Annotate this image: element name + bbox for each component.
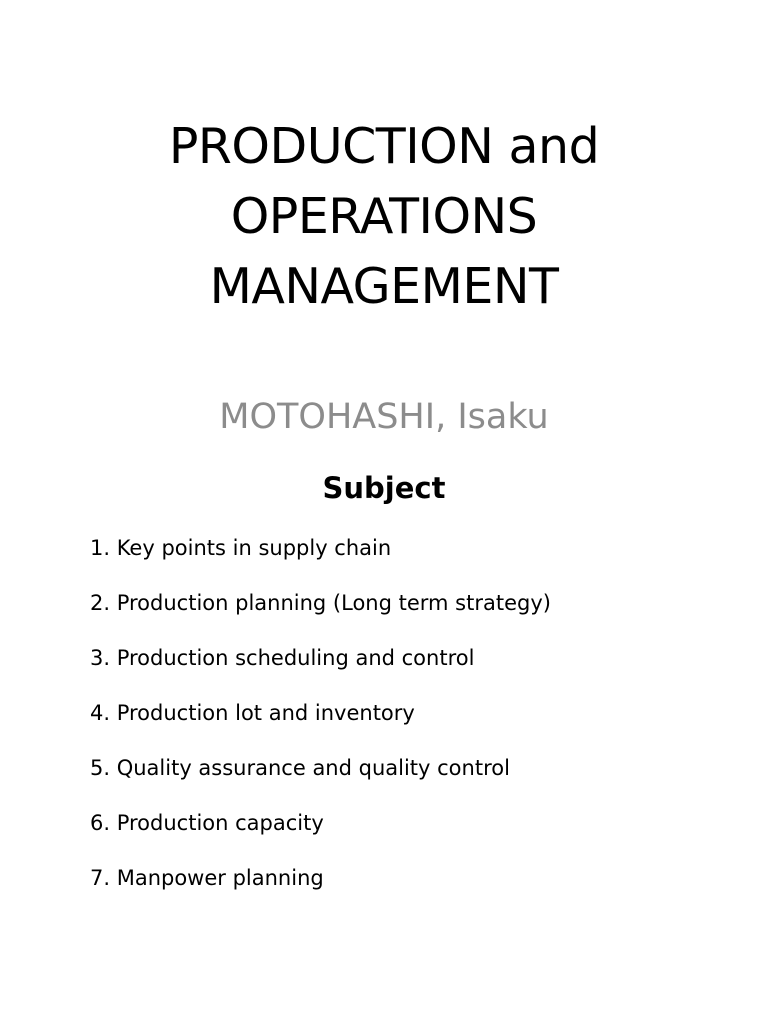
subject-item-6: 6. Production capacity bbox=[90, 811, 324, 835]
subject-heading: Subject bbox=[322, 471, 446, 505]
author-name: MOTOHASHI, Isaku bbox=[219, 397, 549, 437]
title-line-1: PRODUCTION and bbox=[168, 118, 600, 175]
subject-item-4: 4. Production lot and inventory bbox=[90, 701, 415, 725]
subject-list bbox=[90, 532, 551, 917]
subject-item-5: 5. Quality assurance and quality control bbox=[90, 756, 510, 780]
page-title bbox=[0, 112, 768, 322]
title-line-3: MANAGEMENT bbox=[209, 258, 559, 315]
title-line-2: OPERATIONS bbox=[230, 188, 538, 245]
subject-item-2: 2. Production planning (Long term strategy) bbox=[90, 591, 551, 615]
subject-item-7: 7. Manpower planning bbox=[90, 866, 324, 890]
subject-item-1: 1. Key points in supply chain bbox=[90, 536, 392, 560]
subject-item-3: 3. Production scheduling and control bbox=[90, 646, 475, 670]
